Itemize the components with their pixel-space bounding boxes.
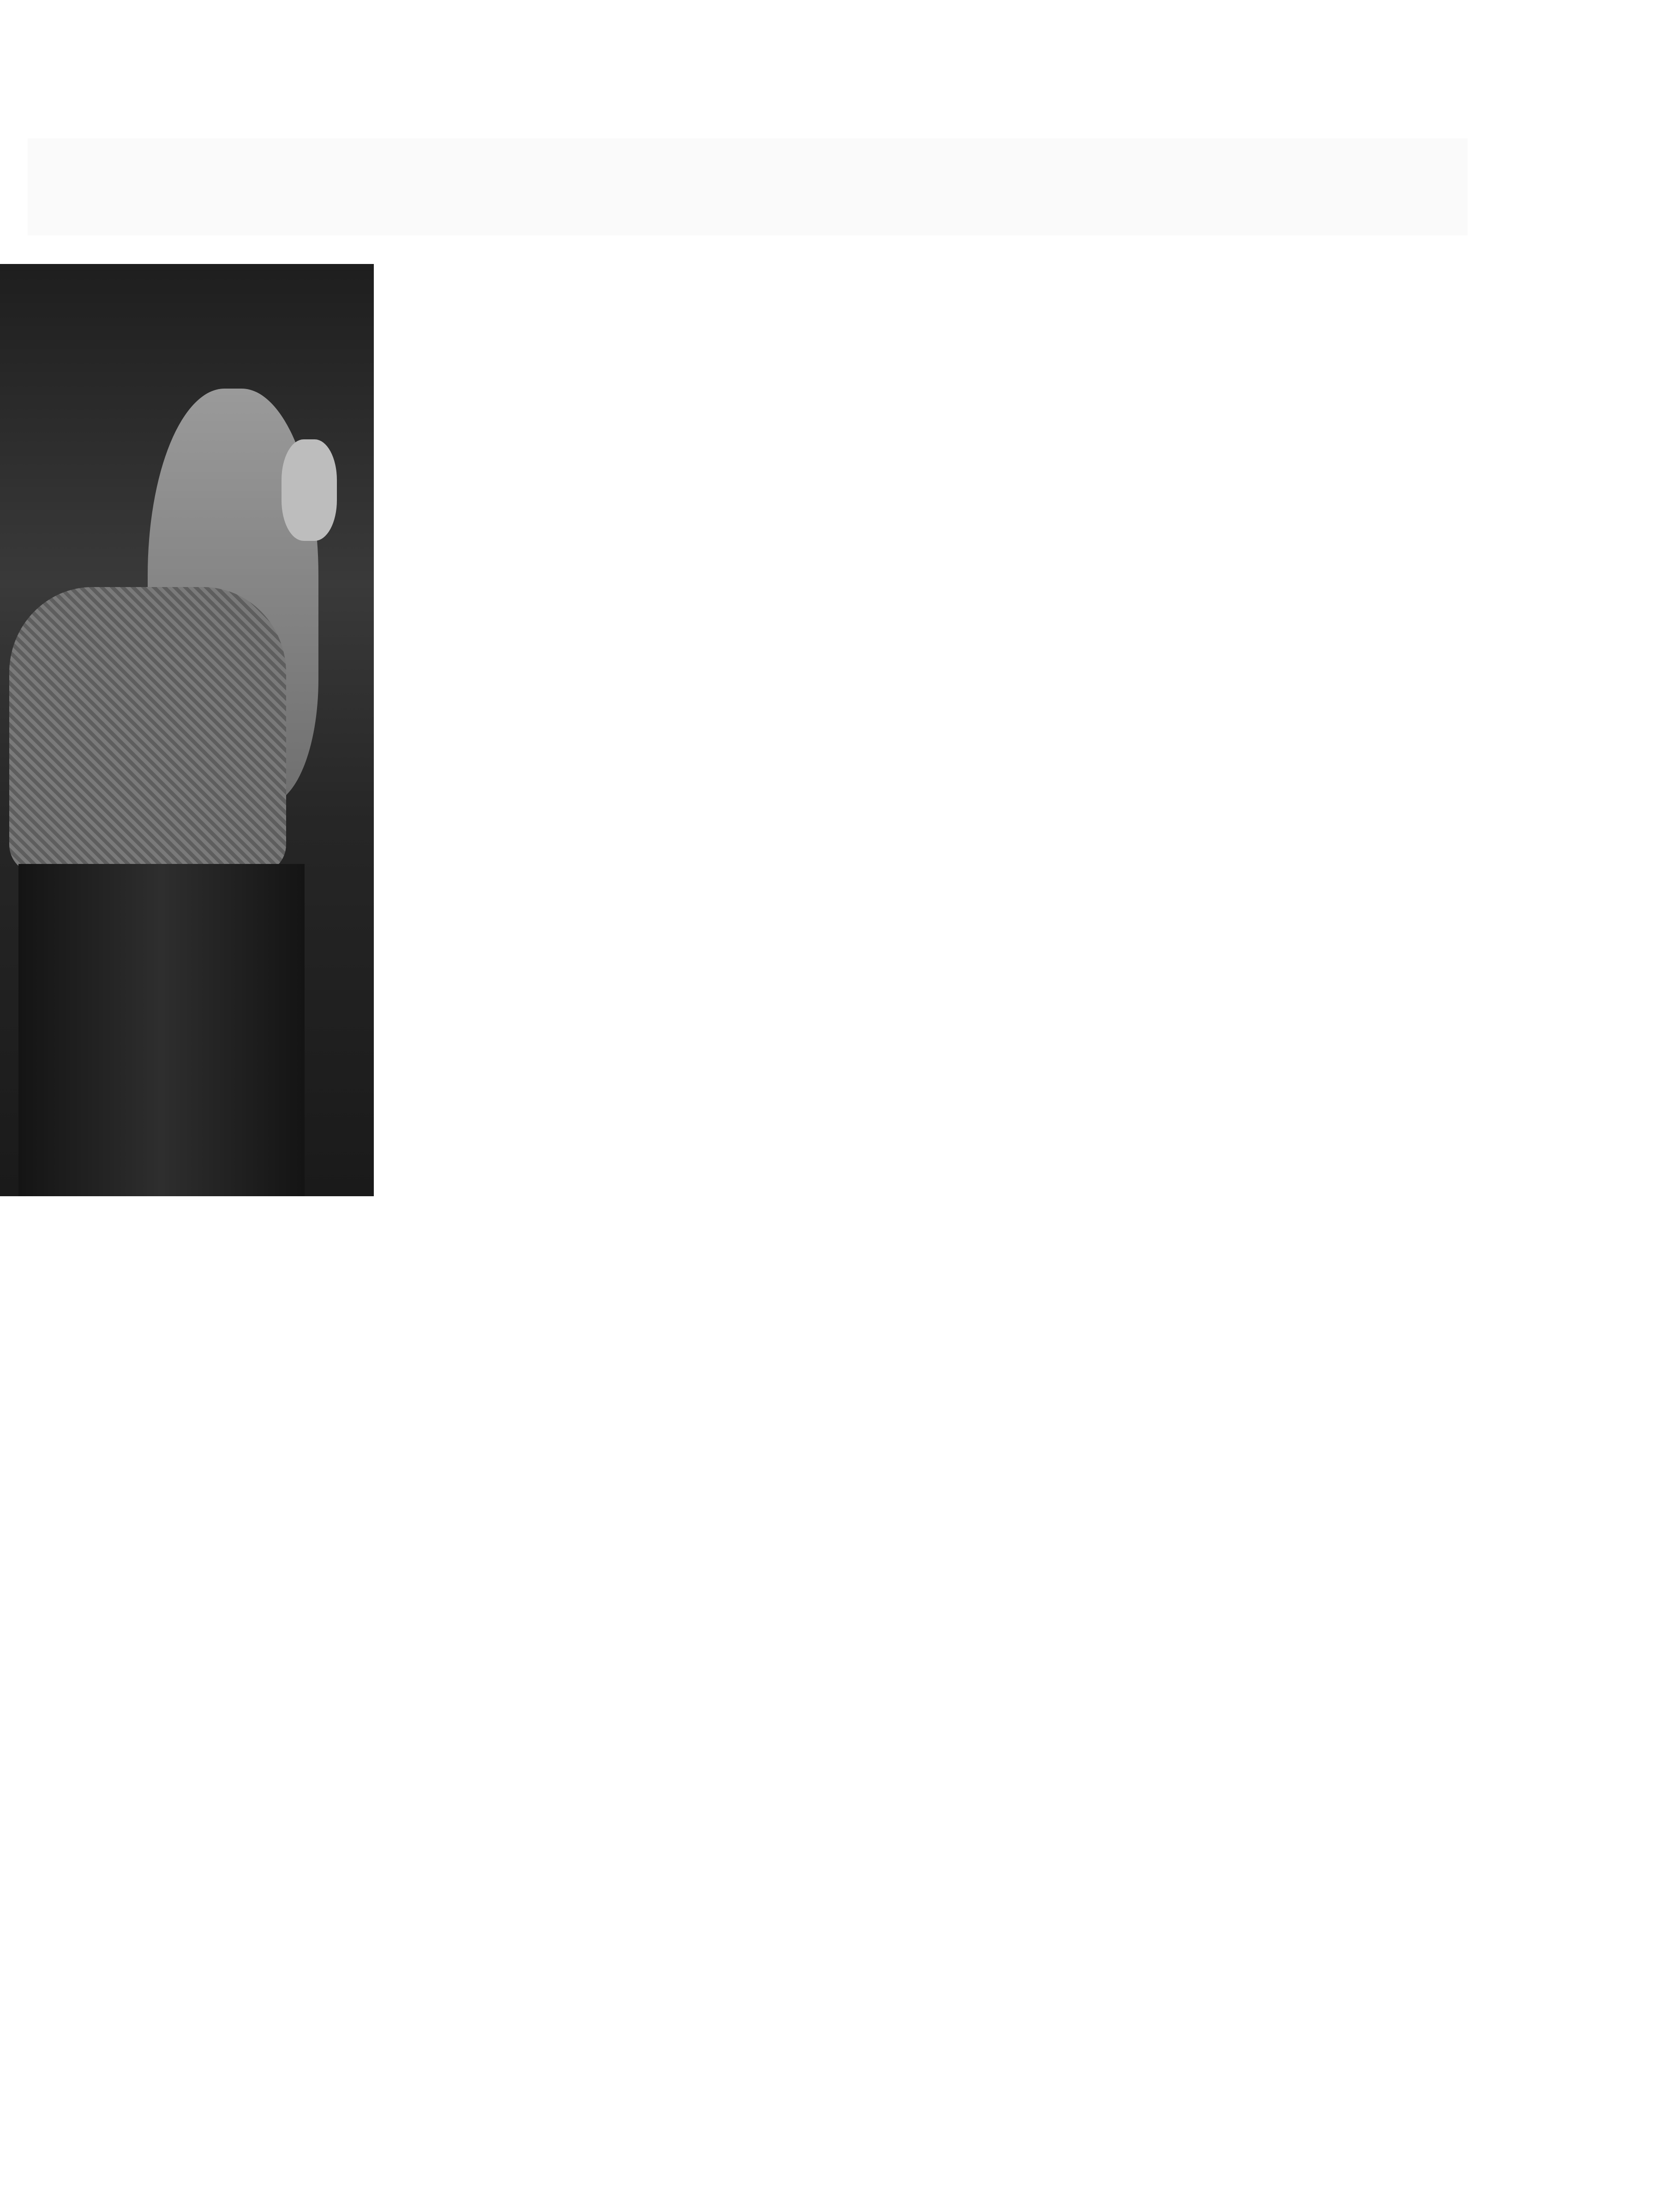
hero-photo <box>0 264 374 1196</box>
hero-pants <box>18 864 305 1196</box>
title-band <box>28 138 1468 235</box>
hero-sweater <box>9 587 286 873</box>
hero-face <box>282 439 337 541</box>
